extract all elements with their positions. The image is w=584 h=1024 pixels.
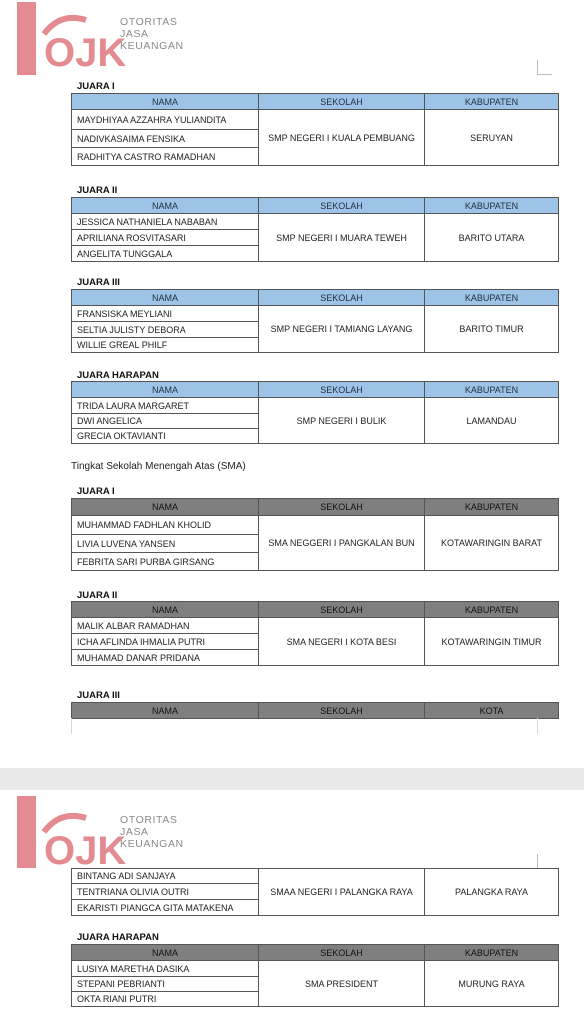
col-header-kabupaten: KABUPATEN: [425, 382, 559, 398]
col-header-kota: KOTA: [425, 703, 559, 719]
col-header-sekolah: SEKOLAH: [259, 382, 425, 398]
winners-table: [71, 289, 559, 353]
logo-text: [120, 814, 184, 850]
name-cell: SELTIA JULISTY DEBORA: [72, 322, 259, 338]
name-cell: GRECIA OKTAVIANTI: [72, 429, 259, 444]
col-header-kabupaten: KABUPATEN: [425, 602, 559, 618]
section-heading-sma: Tingkat Sekolah Menengah Atas (SMA): [71, 461, 246, 472]
name-cell: WILLIE GREAL PHILF: [72, 338, 259, 353]
name-cell: OKTA RIANI PUTRI: [72, 992, 259, 1007]
winners-table: [71, 197, 559, 262]
logo-line-2: JASA: [120, 28, 149, 40]
section-title: JUARA III: [77, 277, 120, 288]
winners-table-header: [71, 702, 559, 719]
col-header-sekolah: SEKOLAH: [259, 703, 425, 719]
logo-line-1: OTORITAS: [120, 16, 178, 28]
name-cell: FEBRITA SARI PURBA GIRSANG: [72, 553, 259, 571]
margin-corner-mark: [537, 60, 552, 75]
col-header-kabupaten: KABUPATEN: [425, 198, 559, 214]
col-header-sekolah: SEKOLAH: [259, 198, 425, 214]
name-cell: JESSICA NATHANIELA NABABAN: [72, 214, 259, 230]
school-cell: SMP NEGERI I BULIK: [259, 398, 425, 444]
brand-bar: [17, 796, 36, 868]
col-header-nama: NAMA: [72, 945, 259, 961]
name-cell: RADHITYA CASTRO RAMADHAN: [72, 148, 259, 166]
col-header-sekolah: SEKOLAH: [259, 499, 425, 516]
name-cell: APRILIANA ROSVITASARI: [72, 230, 259, 246]
name-cell: NADIVKASAIMA FENSIKA: [72, 130, 259, 148]
col-header-kabupaten: KABUPATEN: [425, 499, 559, 516]
name-cell: BINTANG ADI SANJAYA: [72, 869, 259, 884]
school-cell: SMA PRESIDENT: [259, 961, 425, 1007]
region-cell: BARITO TIMUR: [425, 306, 559, 353]
col-header-kabupaten: KABUPATEN: [425, 94, 559, 110]
svg-text:OJK: OJK: [44, 829, 127, 873]
name-cell: MUHAMMAD FADHLAN KHOLID: [72, 516, 259, 535]
region-cell: LAMANDAU: [425, 398, 559, 444]
document-page-2: [0, 790, 584, 1024]
col-header-nama: NAMA: [72, 290, 259, 306]
region-cell: MURUNG RAYA: [425, 961, 559, 1007]
margin-corner-mark: [537, 854, 552, 869]
name-cell: STEPANI PEBRIANTI: [72, 977, 259, 992]
school-cell: SMAA NEGERI I PALANGKA RAYA: [259, 869, 425, 916]
name-cell: MUHAMAD DANAR PRIDANA: [72, 650, 259, 666]
winners-table-continued: [71, 868, 559, 916]
name-cell: ICHA AFLINDA IHMALIA PUTRI: [72, 634, 259, 650]
section-title: JUARA I: [77, 486, 115, 497]
name-cell: LUSIYA MARETHA DASIKA: [72, 961, 259, 977]
name-cell: DWI ANGELICA: [72, 414, 259, 429]
logo-line-3: KEUANGAN: [120, 40, 184, 52]
brand-bar: [17, 2, 36, 75]
region-cell: KOTAWARINGIN TIMUR: [425, 618, 559, 666]
region-cell: KOTAWARINGIN BARAT: [425, 516, 559, 571]
section-title: JUARA II: [77, 590, 118, 601]
col-header-nama: NAMA: [72, 499, 259, 516]
school-cell: SMA NEGGERI I PANGKALAN BUN: [259, 516, 425, 571]
col-header-sekolah: SEKOLAH: [259, 602, 425, 618]
name-cell: MAYDHIYAA AZZAHRA YULIANDITA: [72, 110, 259, 130]
logo-text: [120, 16, 184, 52]
winners-table: [71, 498, 559, 571]
name-cell: TENTRIANA OLIVIA OUTRI: [72, 884, 259, 900]
section-title: JUARA HARAPAN: [77, 370, 159, 381]
col-header-sekolah: SEKOLAH: [259, 94, 425, 110]
section-title: JUARA HARAPAN: [77, 932, 159, 943]
name-cell: FRANSISKA MEYLIANI: [72, 306, 259, 322]
logo-line-1: OTORITAS: [120, 814, 178, 826]
winners-table: [71, 93, 559, 166]
section-title: JUARA II: [77, 185, 118, 196]
name-cell: TRIDA LAURA MARGARET: [72, 398, 259, 414]
logo-line-3: KEUANGAN: [120, 838, 184, 850]
school-cell: SMP NEGERI I TAMIANG LAYANG: [259, 306, 425, 353]
col-header-sekolah: SEKOLAH: [259, 290, 425, 306]
name-cell: LIVIA LUVENA YANSEN: [72, 535, 259, 553]
page-margin-line: [71, 718, 72, 734]
winners-table: [71, 601, 559, 666]
section-title: JUARA I: [77, 81, 115, 92]
region-cell: PALANGKA RAYA: [425, 869, 559, 916]
col-header-nama: NAMA: [72, 198, 259, 214]
winners-table: [71, 381, 559, 444]
col-header-nama: NAMA: [72, 703, 259, 719]
name-cell: MALIK ALBAR RAMADHAN: [72, 618, 259, 634]
svg-text:OJK: OJK: [44, 31, 127, 75]
school-cell: SMA NEGERI I KOTA BESI: [259, 618, 425, 666]
col-header-nama: NAMA: [72, 602, 259, 618]
page-margin-line: [537, 718, 538, 734]
col-header-kabupaten: KABUPATEN: [425, 945, 559, 961]
name-cell: EKARISTI PIANGCA GITA MATAKENA: [72, 900, 259, 916]
section-title: JUARA III: [77, 690, 120, 701]
winners-table: [71, 944, 559, 1007]
school-cell: SMP NEGERI I MUARA TEWEH: [259, 214, 425, 262]
logo-line-2: JASA: [120, 826, 149, 838]
col-header-sekolah: SEKOLAH: [259, 945, 425, 961]
region-cell: BARITO UTARA: [425, 214, 559, 262]
region-cell: SERUYAN: [425, 110, 559, 166]
name-cell: ANGELITA TUNGGALA: [72, 246, 259, 262]
col-header-nama: NAMA: [72, 94, 259, 110]
school-cell: SMP NEGERI I KUALA PEMBUANG: [259, 110, 425, 166]
col-header-nama: NAMA: [72, 382, 259, 398]
col-header-kabupaten: KABUPATEN: [425, 290, 559, 306]
ojk-logo-icon: [40, 806, 127, 873]
ojk-logo-icon: [40, 8, 127, 75]
